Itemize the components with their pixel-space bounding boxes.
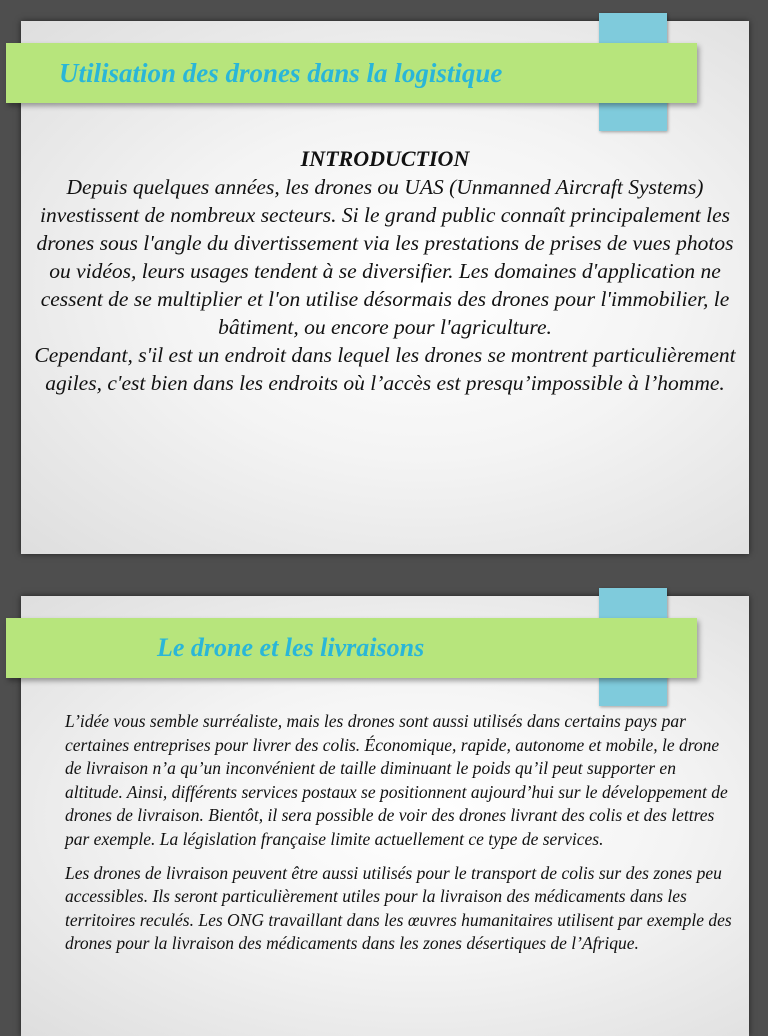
intro-text-block	[31, 145, 739, 397]
title-band	[6, 43, 697, 103]
slide-title: Le drone et les livraisons	[157, 633, 425, 662]
title-band	[6, 618, 697, 678]
body-paragraph: Les drones de livraison peuvent être aussi utilisés pour le transport de colis sur des zones peu accessibles. Ils seront particulièrement utiles pour la livraison des médicaments dans les territoires reculés. Les ONG travaillant dans les œuvres humanitaires utilisent par exemple des drones pour la livraison des médicaments dans les zones désertiques de l’Afrique.	[65, 862, 732, 954]
slide-introduction	[21, 21, 749, 554]
body-paragraph: L’idée vous semble surréaliste, mais les drones sont aussi utilisés dans certains pays par certaines entreprises pour livrer des colis. Économique, rapide, autonome et mobile, le drone de livraison n’a qu’un inconvénient de taille diminuant le poids qu’il peut supporter en altitude. Ainsi, différents services postaux se positionnent aujourd’hui sur le développement de drones de livraison. Bientôt, il sera possible de voir des drones livrant des colis et des lettres par exemple. La législation française limite actuellement ce type de services.	[65, 711, 728, 849]
slide-title: Utilisation des drones dans la logistique	[59, 57, 503, 88]
slide-livraisons	[21, 596, 749, 1036]
body-text-block	[65, 710, 735, 966]
intro-heading: INTRODUCTION	[300, 146, 470, 171]
intro-paragraph: Depuis quelques années, les drones ou UAS (Unmanned Aircraft Systems) investissent de nombreux secteurs. Si le grand public connaît principalement les drones sous l'angle du divertissement via les prestations de prises de vues photos ou vidéos, leurs usages tendent à se diversifier. Les domaines d'application ne cessent de se multiplier et l'on utilise désormais des drones pour l'immobilier, le bâtiment, ou encore pour l'agriculture.	[36, 175, 734, 339]
intro-paragraph: Cependant, s'il est un endroit dans lequel les drones se montrent particulièrement agiles, c'est bien dans les endroits où l’accès est presqu’impossible à l’homme.	[34, 343, 736, 395]
